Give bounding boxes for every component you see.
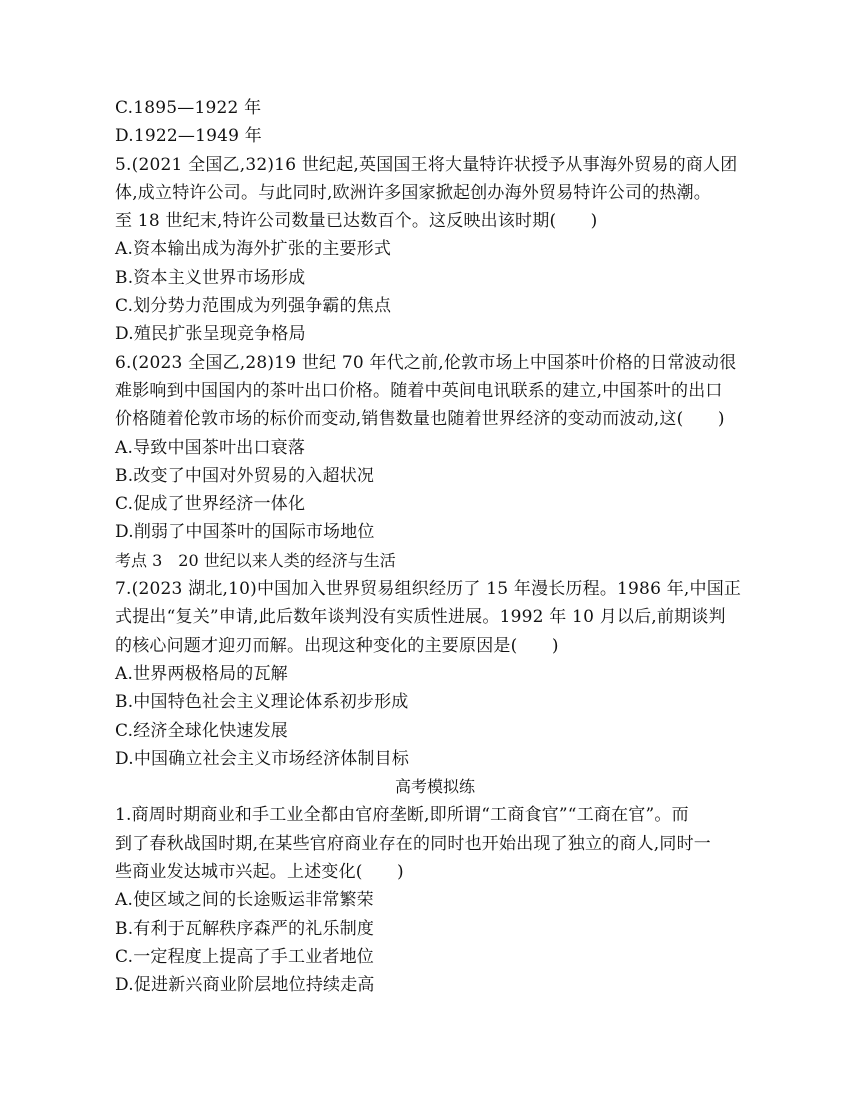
option-line: C.1895—1922 年 [115, 98, 262, 118]
question-stem-line: 7.(2023 湖北,10)中国加入世界贸易组织经历了 15 年漫长历程。1986 年,中国正 [115, 579, 742, 600]
question-stem-line: 至 18 世纪末,特许公司数量已达数百个。这反映出该时期( ) [115, 211, 598, 232]
option-line: B.资本主义世界市场形成 [115, 267, 306, 288]
option-line: C.经济全球化快速发展 [115, 720, 289, 741]
option-line: B.改变了中国对外贸易的入超状况 [115, 465, 375, 486]
question-stem-line: 1.商周时期商业和手工业全都由官府垄断,即所谓“工商食官”“工商在官”。而 [115, 805, 689, 826]
question-stem-line: 式提出“复关”申请,此后数年谈判没有实质性进展。1992 年 10 月以后,前期谈判 [115, 607, 726, 628]
option-line: C.划分势力范围成为列强争霸的焦点 [115, 296, 392, 317]
option-line: C.促成了世界经济一体化 [115, 494, 306, 515]
option-line: D.殖民扩张呈现竞争格局 [115, 324, 306, 345]
question-stem-line: 难影响到中国国内的茶叶出口价格。随着中英间电讯联系的建立,中国茶叶的出口 [115, 380, 723, 401]
option-line: A.使区域之间的长途贩运非常繁荣 [115, 890, 374, 911]
question-stem-line: 到了春秋战国时期,在某些官府商业存在的同时也开始出现了独立的商人,同时一 [115, 833, 712, 854]
option-line: D.中国确立社会主义市场经济体制目标 [115, 748, 410, 769]
option-line: A.资本输出成为海外扩张的主要形式 [115, 239, 392, 260]
question-stem-line: 6.(2023 全国乙,28)19 世纪 70 年代之前,伦敦市场上中国茶叶价格的日常波动很 [115, 352, 737, 373]
option-line: D.1922—1949 年 [115, 126, 262, 147]
question-stem-line: 体,成立特许公司。与此同时,欧洲许多国家掀起创办海外贸易特许公司的热潮。 [115, 182, 712, 203]
part-title: 高考模拟练 [394, 777, 475, 797]
question-stem-line: 些商业发达城市兴起。上述变化( ) [115, 862, 404, 883]
section-heading: 考点 3 20 世纪以来人类的经济与生活 [115, 550, 396, 570]
option-line: B.中国特色社会主义理论体系初步形成 [115, 692, 409, 713]
option-line: B.有利于瓦解秩序森严的礼乐制度 [115, 918, 375, 939]
option-line: D.促进新兴商业阶层地位持续走高 [115, 975, 375, 996]
option-line: D.削弱了中国茶叶的国际市场地位 [115, 522, 375, 543]
question-stem-line: 5.(2021 全国乙,32)16 世纪起,英国国王将大量特许状授予从事海外贸易的商人团 [115, 154, 738, 175]
option-line: C.一定程度上提高了手工业者地位 [115, 946, 375, 967]
option-line: A.世界两极格局的瓦解 [115, 663, 288, 684]
option-line: A.导致中国茶叶出口衰落 [115, 437, 306, 458]
question-stem-line: 价格随着伦敦市场的标价而变动,销售数量也随着世界经济的变动而波动,这( ) [115, 409, 725, 430]
question-stem-line: 的核心问题才迎刃而解。出现这种变化的主要原因是( ) [115, 635, 559, 656]
document-page [115, 94, 755, 1000]
